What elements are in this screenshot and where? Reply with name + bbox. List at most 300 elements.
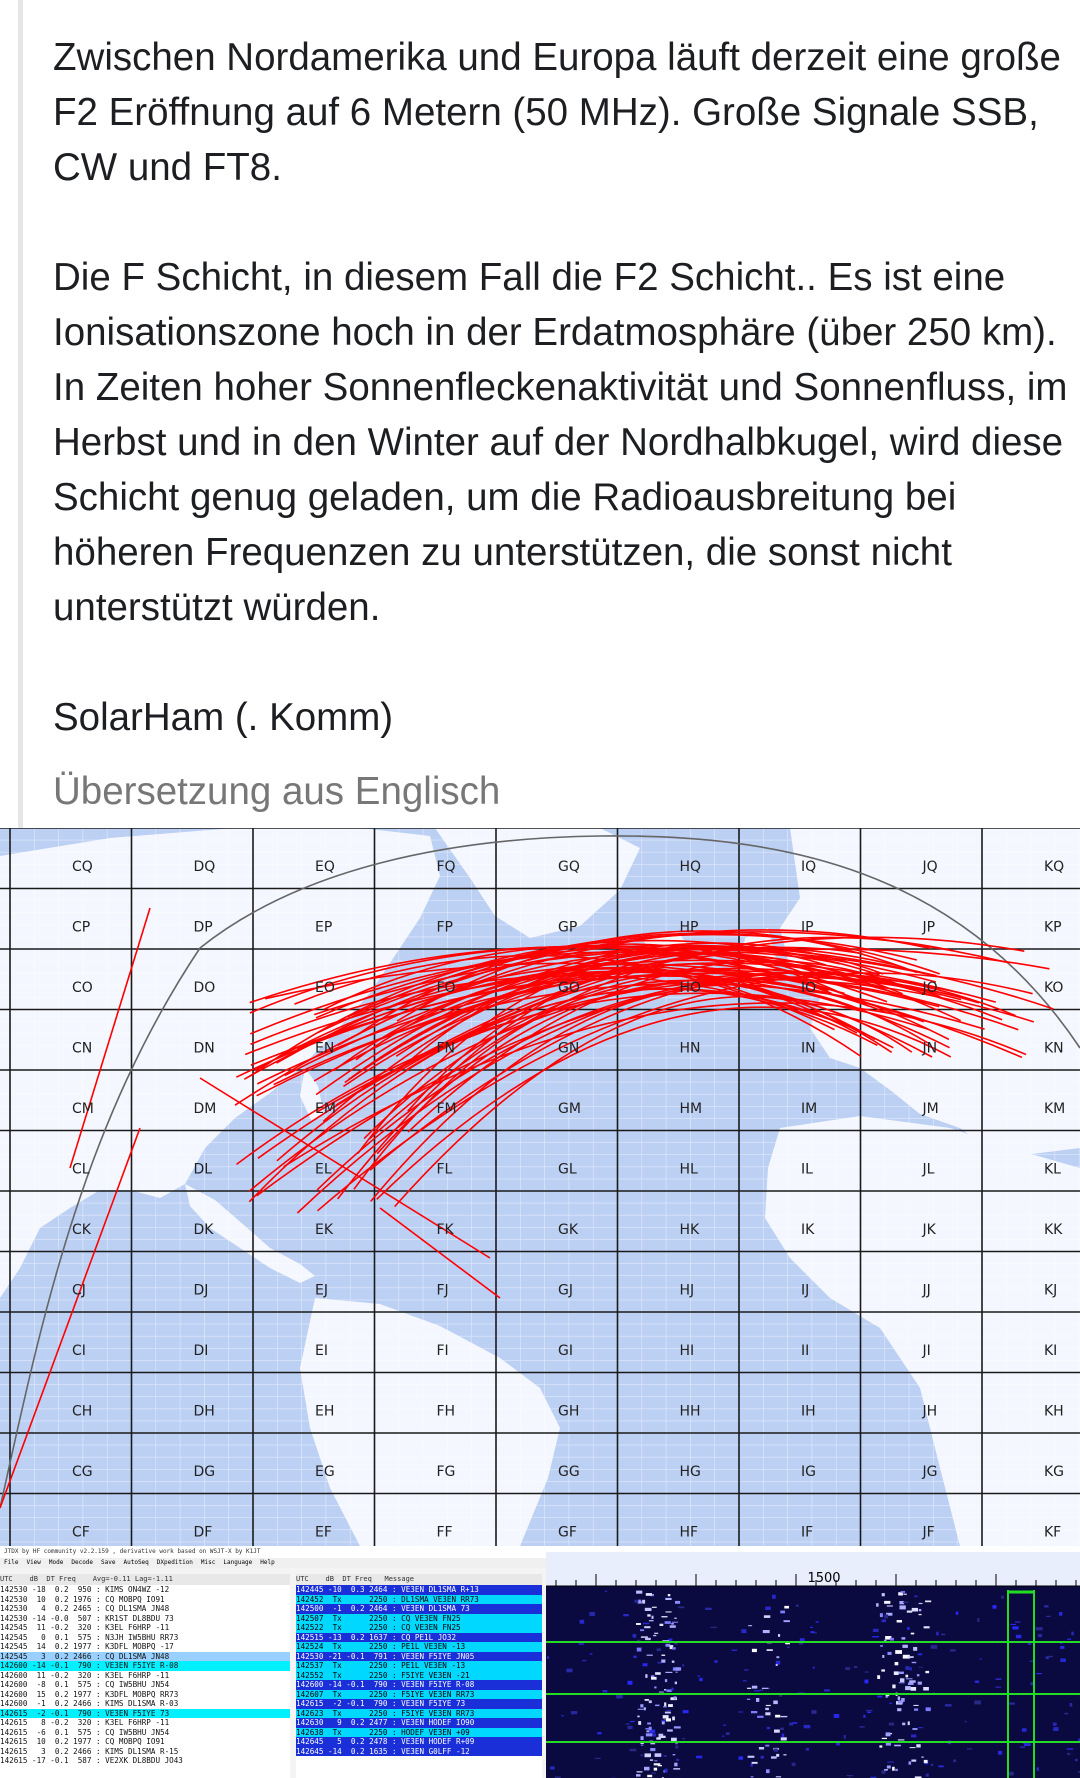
grid-square-label: HG: [679, 1464, 701, 1480]
decode-row[interactable]: 142530 -14 -0.0 507 : KR1ST DL8BDU 73: [0, 1613, 174, 1623]
waterfall-signal: [676, 1667, 682, 1670]
waterfall-signal: [811, 1710, 816, 1714]
waterfall-signal: [919, 1667, 923, 1668]
grid-square-label: EM: [315, 1101, 336, 1117]
waterfall-signal: [911, 1760, 916, 1762]
waterfall-signal: [1067, 1748, 1074, 1749]
waterfall-signal: [918, 1653, 922, 1655]
grid-square-label: JF: [922, 1524, 935, 1541]
waterfall-signal: [882, 1619, 887, 1622]
waterfall-signal: [931, 1764, 933, 1766]
waterfall-signal: [939, 1765, 944, 1767]
waterfall-signal: [782, 1734, 785, 1738]
waterfall-signal: [641, 1745, 644, 1746]
waterfall-signal: [889, 1703, 892, 1704]
waterfall-signal: [834, 1714, 840, 1718]
grid-square-label: FF: [436, 1524, 453, 1541]
waterfall-signal: [910, 1667, 912, 1670]
waterfall-signal: [1044, 1605, 1048, 1607]
waterfall-signal: [665, 1769, 668, 1773]
waterfall-signal: [765, 1712, 770, 1715]
decode-row[interactable]: 142515 -13 0.2 1637 : CQ PE1L JO32: [296, 1633, 542, 1643]
grid-square-label: KM: [1044, 1101, 1066, 1117]
grid-square-label: EL: [315, 1161, 332, 1178]
waterfall-signal: [754, 1690, 760, 1691]
decode-row[interactable]: 142537 Tx 2250 : PE1L VE3EN -13: [296, 1661, 542, 1671]
waterfall-signal: [748, 1756, 755, 1758]
waterfall-signal: [665, 1621, 671, 1624]
decode-row[interactable]: 142530 10 0.2 1976 : CQ MOBPQ IO91: [0, 1594, 165, 1604]
waterfall-signal: [762, 1688, 769, 1689]
grid-square-label: JO: [922, 980, 938, 996]
waterfall-signal: [675, 1682, 677, 1685]
decode-row[interactable]: 142615 3 0.2 2466 : KIMS DL1SMA R-15: [0, 1746, 179, 1756]
waterfall-signal: [597, 1732, 601, 1734]
grid-square-label: EP: [315, 919, 333, 936]
post-body: [53, 30, 1073, 745]
waterfall-signal: [646, 1593, 652, 1596]
waterfall-signal: [977, 1618, 979, 1622]
waterfall-signal: [630, 1721, 635, 1722]
waterfall-signal: [859, 1726, 864, 1727]
jtdx-menu-item[interactable]: AutoSeq: [123, 1559, 149, 1566]
waterfall-signal: [919, 1603, 923, 1604]
decode-row[interactable]: 142545 11 -0.2 320 : K3EL F6HRP -11: [0, 1623, 170, 1632]
grid-square-label: EJ: [315, 1282, 328, 1299]
waterfall-signal: [925, 1671, 929, 1673]
waterfall-signal: [674, 1696, 677, 1699]
grid-square-label: IH: [801, 1403, 816, 1420]
waterfall-signal: [919, 1609, 922, 1611]
waterfall-signal: [696, 1756, 702, 1759]
waterfall-signal: [902, 1645, 908, 1648]
waterfall-signal: [993, 1605, 997, 1609]
waterfall-signal: [907, 1627, 910, 1630]
waterfall-signal: [641, 1636, 648, 1637]
waterfall-signal: [974, 1701, 981, 1705]
waterfall-signal: [921, 1757, 923, 1758]
waterfall-signal: [751, 1711, 757, 1713]
waterfall-signal: [732, 1650, 738, 1651]
jtdx-menu-item[interactable]: View: [26, 1559, 41, 1566]
decode-row[interactable]: 142452 Tx 2250 : DL1SMA VE3EN RR73: [296, 1595, 542, 1605]
waterfall-signal: [757, 1716, 764, 1718]
waterfall-signal: [751, 1776, 754, 1777]
waterfall-signal: [901, 1698, 905, 1702]
grid-square-label: GO: [558, 980, 580, 996]
grid-square-label: KO: [1044, 980, 1064, 996]
waterfall-signal: [914, 1709, 918, 1711]
waterfall-signal: [886, 1743, 891, 1746]
waterfall-signal: [752, 1686, 757, 1689]
waterfall-signal: [912, 1728, 917, 1730]
waterfall-signal: [824, 1689, 830, 1691]
decode-row[interactable]: 142600 -8 0.1 575 : CQ IW5BHU JN54: [0, 1680, 170, 1689]
waterfall-signal: [895, 1662, 899, 1665]
waterfall-signal: [670, 1625, 676, 1628]
grid-square-label: EN: [315, 1040, 335, 1057]
grid-square-label: HJ: [679, 1282, 695, 1299]
waterfall-signal: [747, 1699, 750, 1700]
waterfall-signal: [1036, 1673, 1042, 1674]
decode-row[interactable]: 142500 -1 0.2 2464 : VE3EN DL1SMA 73: [296, 1604, 542, 1614]
grid-square-label: EK: [315, 1222, 334, 1238]
waterfall-signal: [936, 1632, 938, 1636]
grid-square-label: EG: [315, 1464, 335, 1480]
grid-square-label: GG: [558, 1464, 580, 1480]
waterfall-signal: [667, 1710, 671, 1711]
grid-square-label: HN: [679, 1040, 701, 1057]
waterfall-signal: [1067, 1753, 1070, 1755]
waterfall-signal: [887, 1605, 893, 1606]
waterfall-signal: [628, 1726, 633, 1729]
band-activity-header: UTC dB DT Freq Avg=-0.11 Lag=-1.11: [0, 1574, 290, 1585]
waterfall-signal: [683, 1710, 689, 1713]
grid-square-label: JI: [922, 1343, 931, 1359]
waterfall-signal: [897, 1620, 902, 1623]
decode-row[interactable]: 142600 -14 -0.1 790 : VE3EN F5IYE R-08: [296, 1680, 542, 1690]
waterfall-signal: [663, 1706, 667, 1707]
waterfall-signal: [666, 1611, 672, 1612]
grid-square-label: KK: [1044, 1222, 1063, 1238]
waterfall-signal: [898, 1696, 900, 1700]
waterfall-signal: [682, 1738, 685, 1739]
waterfall-signal: [741, 1629, 746, 1633]
grid-square-label: CN: [72, 1040, 93, 1057]
waterfall-signal: [787, 1647, 790, 1649]
waterfall-signal: [776, 1776, 781, 1777]
waterfall-signal: [792, 1763, 796, 1766]
grid-square-label: IK: [801, 1222, 815, 1238]
waterfall-signal: [995, 1687, 1001, 1688]
grid-square-label: GH: [558, 1403, 580, 1420]
jtdx-menu-item[interactable]: Help: [260, 1559, 275, 1566]
grid-square-label: JH: [922, 1403, 938, 1420]
waterfall-signal: [1070, 1703, 1073, 1707]
grid-square-label: HF: [679, 1524, 699, 1541]
waterfall-signal: [902, 1637, 906, 1639]
waterfall-signal: [1060, 1646, 1064, 1649]
decode-row[interactable]: 142645 -14 0.2 1635 : VE3EN G0LFF -12: [296, 1747, 542, 1757]
rx-frequency-panel[interactable]: [296, 1574, 542, 1778]
waterfall-signal: [784, 1620, 790, 1622]
waterfall-signal: [661, 1736, 666, 1738]
grid-square-label: CP: [72, 919, 91, 936]
grid-square-label: DM: [193, 1101, 217, 1117]
waterfall-signal: [810, 1631, 814, 1633]
waterfall-signal: [672, 1647, 676, 1649]
jtdx-menu-bar: [0, 1558, 546, 1568]
waterfall-signal: [923, 1687, 929, 1691]
waterfall-signal: [665, 1598, 671, 1600]
waterfall-signal: [743, 1680, 747, 1681]
waterfall-signal: [650, 1743, 655, 1744]
grid-square-label: FL: [436, 1161, 453, 1178]
waterfall-signal: [665, 1712, 671, 1714]
jtdx-menu-item[interactable]: Decode: [71, 1559, 94, 1566]
grid-square-label: IQ: [801, 859, 817, 875]
decode-row[interactable]: 142552 Tx 2250 : F5IYE VE3EN -21: [296, 1671, 542, 1681]
grid-square-label: DI: [193, 1343, 209, 1359]
grid-square-label: KI: [1044, 1343, 1058, 1359]
decode-row[interactable]: 142545 14 0.2 1977 : K3DFL MOBPQ -17: [0, 1642, 174, 1651]
waterfall-signal: [630, 1749, 637, 1752]
waterfall-signal: [664, 1702, 666, 1706]
decode-row[interactable]: 142615 10 0.2 1977 : CQ MOBPQ IO91: [0, 1737, 165, 1746]
waterfall-signal: [813, 1667, 815, 1669]
decode-row[interactable]: 142615 -2 -0.1 790 : VE3EN F5IYE 73: [0, 1709, 290, 1719]
waterfall-signal: [682, 1664, 684, 1666]
grid-square-label: IL: [801, 1161, 813, 1178]
waterfall-signal: [675, 1743, 677, 1744]
waterfall-signal: [654, 1687, 656, 1689]
waterfall-signal: [723, 1725, 726, 1726]
waterfall-signal: [965, 1721, 967, 1722]
waterfall-signal: [765, 1607, 771, 1610]
waterfall-signal: [674, 1763, 677, 1767]
decode-row[interactable]: 142615 -2 -0.1 790 : VE3EN F5IYE 73: [296, 1699, 542, 1709]
waterfall-signal: [1038, 1634, 1042, 1637]
waterfall-signal: [664, 1755, 667, 1757]
waterfall-signal: [941, 1634, 945, 1636]
grid-square-label: GJ: [558, 1282, 573, 1299]
waterfall-display[interactable]: [546, 1546, 1080, 1778]
grid-square-label: GF: [558, 1524, 577, 1541]
see-translation-link[interactable]: Übersetzung aus Englisch: [53, 770, 501, 813]
grid-square-label: JK: [922, 1222, 936, 1238]
waterfall-signal: [752, 1649, 757, 1652]
waterfall-signal: [656, 1737, 661, 1739]
waterfall-signal: [765, 1745, 769, 1747]
waterfall-signal: [667, 1689, 672, 1692]
waterfall-signal: [901, 1591, 906, 1593]
waterfall-signal: [641, 1736, 644, 1740]
waterfall-signal: [652, 1616, 654, 1619]
decode-row[interactable]: 142615 -17 -0.1 587 : VE2XK DL8BDU JO43: [0, 1756, 183, 1765]
waterfall-signal: [926, 1774, 929, 1777]
waterfall-signal: [595, 1758, 601, 1759]
waterfall-signal: [895, 1769, 898, 1771]
waterfall-signal: [887, 1766, 891, 1769]
waterfall-signal: [633, 1634, 637, 1638]
waterfall-signal: [919, 1614, 922, 1615]
grid-square-label: FG: [436, 1464, 456, 1480]
waterfall-signal: [924, 1760, 928, 1763]
waterfall-signal: [662, 1655, 666, 1656]
waterfall-signal: [918, 1727, 923, 1728]
decode-row[interactable]: 142445 -10 0.3 2464 : VE3EN DL1SMA R+13: [296, 1585, 542, 1595]
post-paragraph-2: Die F Schicht, in diesem Fall die F2 Schicht.. Es ist eine Ionisationszone hoch in der Erdatmosphäre (über 250 km). In Zeiten hoher Sonnenfleckenaktivität und Sonnenfluss, im Herbst und in den Winter auf der Nordhalbkugel, wird diese Schicht genug geladen, um die Radioausbreitung bei höheren Frequenzen zu unterstützen, die sonst nicht unterstützt würden.: [53, 256, 1068, 629]
waterfall-signal: [645, 1728, 651, 1729]
decode-row[interactable]: 142600 -1 0.2 2466 : KIMS DL1SMA R-03: [0, 1699, 179, 1708]
grid-square-label: CG: [72, 1464, 93, 1480]
waterfall-signal: [547, 1656, 549, 1659]
waterfall-signal: [653, 1734, 656, 1737]
waterfall-signal: [880, 1613, 883, 1617]
decode-row[interactable]: 142638 Tx 2250 : HODEF VE3EN +09: [296, 1728, 542, 1738]
waterfall-signal: [911, 1735, 916, 1738]
grid-square-label: CQ: [72, 859, 93, 875]
waterfall-signal: [892, 1767, 895, 1771]
decode-row[interactable]: 142530 -18 0.2 950 : KIMS ON4WZ -12: [0, 1585, 170, 1594]
waterfall-signal: [945, 1704, 952, 1706]
waterfall-signal: [781, 1737, 787, 1740]
decode-row[interactable]: 142530 4 0.2 2465 : CQ DL1SMA JN48: [0, 1604, 170, 1613]
grid-square-label: EF: [315, 1524, 332, 1541]
waterfall-signal: [644, 1707, 646, 1710]
grid-square-label: HQ: [679, 859, 702, 875]
waterfall-signal: [1075, 1759, 1078, 1761]
jtdx-menu-item[interactable]: Mode: [48, 1559, 64, 1566]
grid-square-label: JM: [922, 1101, 939, 1117]
grid-square-label: KJ: [1044, 1282, 1058, 1299]
waterfall-signal: [671, 1688, 673, 1691]
waterfall-signal: [876, 1603, 879, 1607]
waterfall-signal: [665, 1672, 672, 1673]
waterfall-signal: [884, 1601, 890, 1604]
waterfall-signal: [651, 1677, 657, 1680]
waterfall-signal: [771, 1756, 777, 1758]
grid-square-label: DF: [193, 1524, 213, 1541]
decode-row[interactable]: 142600 11 -0.2 320 : K3EL F6HRP -11: [0, 1670, 170, 1680]
waterfall-signal: [768, 1688, 770, 1689]
waterfall-svg: [546, 1546, 1080, 1778]
waterfall-signal: [950, 1649, 956, 1651]
waterfall-signal: [886, 1732, 891, 1736]
waterfall-signal: [781, 1716, 788, 1717]
waterfall-signal: [655, 1705, 659, 1707]
waterfall-signal: [676, 1672, 678, 1673]
waterfall-signal: [640, 1754, 642, 1756]
waterfall-signal: [655, 1753, 662, 1757]
waterfall-signal: [640, 1704, 643, 1707]
waterfall-signal: [636, 1623, 641, 1625]
grid-square-label: HL: [679, 1161, 698, 1178]
waterfall-signal: [854, 1666, 858, 1668]
waterfall-signal: [672, 1661, 675, 1663]
waterfall-signal: [908, 1721, 910, 1725]
waterfall-signal: [764, 1615, 770, 1618]
grid-square-label: CO: [72, 980, 93, 996]
decode-row[interactable]: 142545 0 0.1 575 : N3JH IW5BHU RR73: [0, 1632, 179, 1642]
waterfall-signal: [863, 1715, 865, 1718]
grid-square-label: FH: [436, 1403, 456, 1420]
grid-square-label: GM: [558, 1101, 581, 1117]
decode-row[interactable]: 142600 15 0.2 1977 : K3DFL MOBPQ RR73: [0, 1689, 179, 1699]
decode-row[interactable]: 142630 9 0.2 2477 : VE3EN HODEF IO90: [296, 1718, 542, 1728]
waterfall-signal: [796, 1605, 799, 1607]
decode-row[interactable]: 142524 Tx 2250 : PE1L VE3EN -13: [296, 1642, 542, 1652]
band-activity-panel[interactable]: [0, 1574, 290, 1778]
grid-square-label: JQ: [922, 859, 938, 875]
grid-square-label: HK: [679, 1222, 700, 1238]
waterfall-signal: [638, 1709, 644, 1710]
waterfall-signal: [666, 1718, 671, 1721]
grid-square-label: IJ: [801, 1282, 810, 1299]
waterfall-signal: [699, 1678, 703, 1681]
south-america-landmass: [300, 1298, 560, 1546]
waterfall-signal: [908, 1656, 914, 1658]
grid-square-label: CM: [72, 1101, 94, 1117]
waterfall-signal: [916, 1744, 920, 1747]
jtdx-menu-item[interactable]: File: [4, 1559, 19, 1566]
decode-row[interactable]: 142545 3 0.2 2466 : CQ DL1SMA JN48: [0, 1652, 290, 1662]
jtdx-menu-item[interactable]: Save: [101, 1559, 116, 1566]
waterfall-signal: [909, 1680, 916, 1682]
decode-row[interactable]: 142645 5 0.2 2478 : VE3EN HODEF R+09: [296, 1737, 542, 1747]
jtdx-menu-item[interactable]: DXpedition: [156, 1559, 193, 1566]
waterfall-signal: [1071, 1632, 1074, 1636]
decode-row[interactable]: 142623 Tx 2250 : F5IYE VE3EN RR73: [296, 1709, 542, 1719]
waterfall-signal: [905, 1666, 909, 1670]
decode-row[interactable]: 142522 Tx 2250 : CQ VE3EN FN25: [296, 1623, 542, 1633]
waterfall-signal: [903, 1602, 908, 1603]
waterfall-signal: [1067, 1639, 1071, 1640]
grid-square-label: DP: [193, 919, 213, 936]
waterfall-signal: [844, 1735, 846, 1739]
waterfall-signal: [898, 1739, 905, 1740]
waterfall-signal: [647, 1775, 652, 1777]
waterfall-signal: [894, 1745, 901, 1747]
decode-row[interactable]: 142507 Tx 2250 : CQ VE3EN FN25: [296, 1614, 542, 1624]
waterfall-signal: [780, 1728, 784, 1731]
decode-row[interactable]: 142607 Tx 2250 : F5IYE VE3EN RR73: [296, 1690, 542, 1700]
waterfall-signal: [925, 1601, 931, 1603]
decode-row[interactable]: 142615 8 -0.2 320 : K3EL F6HRP -11: [0, 1718, 170, 1727]
waterfall-signal: [804, 1725, 811, 1728]
decode-row[interactable]: 142530 -21 -0.1 791 : VE3EN F5IYE JN05: [296, 1652, 542, 1662]
grid-square-label: EI: [315, 1343, 328, 1359]
waterfall-signal: [815, 1632, 817, 1633]
waterfall-signal: [884, 1769, 888, 1771]
waterfall-signal: [1059, 1612, 1062, 1616]
waterfall-signal: [661, 1720, 666, 1722]
waterfall-signal: [653, 1635, 656, 1636]
waterfall-signal: [887, 1762, 894, 1763]
grid-square-label: JN: [922, 1040, 938, 1057]
waterfall-signal: [646, 1733, 653, 1736]
waterfall-signal: [872, 1636, 879, 1637]
waterfall-signal: [1037, 1767, 1039, 1771]
waterfall-signal: [676, 1759, 679, 1761]
waterfall-signal: [780, 1611, 785, 1614]
waterfall-signal: [638, 1721, 641, 1725]
jtdx-menu-item[interactable]: Misc: [200, 1559, 216, 1566]
decode-row[interactable]: 142615 -6 0.1 575 : CQ IW5BHU JN54: [0, 1727, 170, 1737]
waterfall-signal: [673, 1754, 676, 1755]
jtdx-menu-item[interactable]: Language: [223, 1559, 253, 1566]
waterfall-signal: [643, 1623, 649, 1625]
waterfall-signal: [879, 1745, 882, 1747]
waterfall-signal: [661, 1660, 665, 1663]
waterfall-signal: [582, 1660, 586, 1661]
grid-square-label: HI: [679, 1343, 695, 1359]
grid-square-label: DN: [193, 1040, 215, 1057]
post-left-rule: [18, 0, 23, 828]
decode-row[interactable]: 142600 -14 -0.1 790 : VE3EN F5IYE R-08: [0, 1661, 290, 1671]
waterfall-signal: [616, 1695, 623, 1698]
waterfall-signal: [739, 1712, 744, 1713]
grid-square-label: CJ: [72, 1282, 86, 1299]
waterfall-signal: [658, 1662, 662, 1664]
waterfall-signal: [645, 1608, 652, 1611]
grid-square-label: FI: [436, 1343, 449, 1359]
waterfall-signal: [761, 1756, 764, 1759]
waterfall-signal: [671, 1738, 677, 1742]
waterfall-signal: [659, 1692, 664, 1693]
grid-square-label: GK: [558, 1222, 579, 1238]
waterfall-signal: [652, 1607, 657, 1608]
